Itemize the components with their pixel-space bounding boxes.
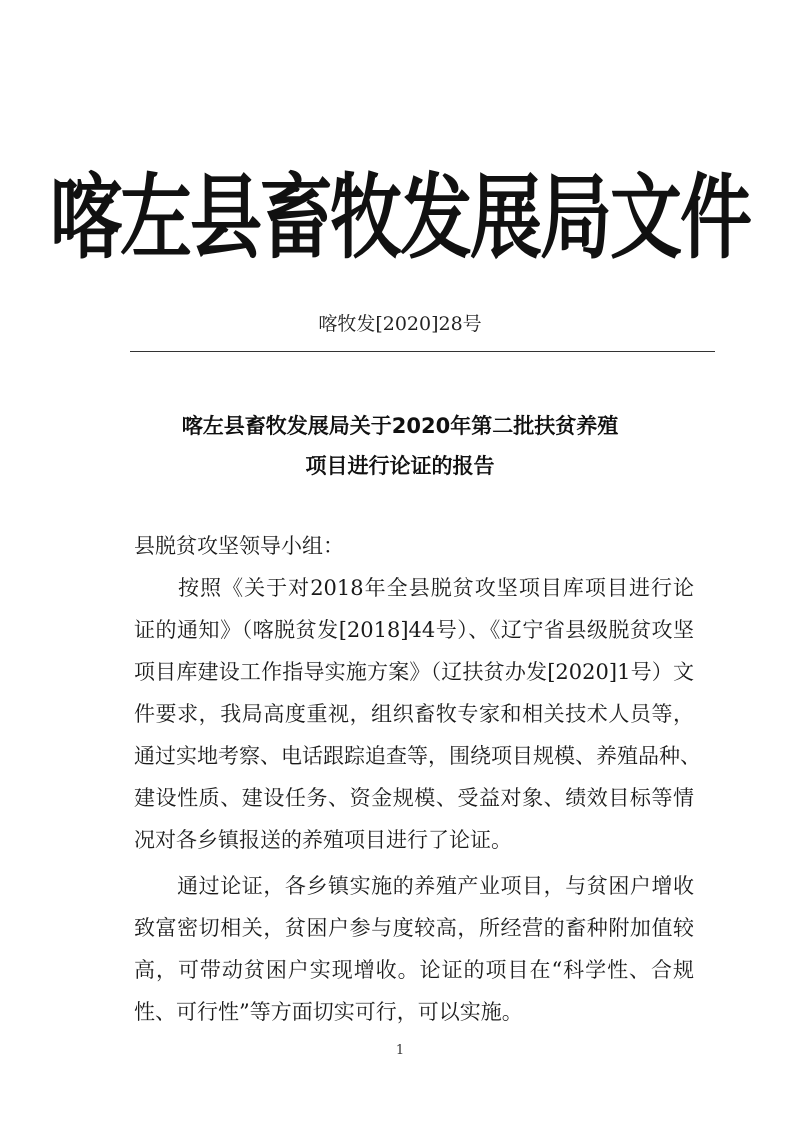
paragraph-line: 高，可带动贫困户实现增收。论证的项目在“科学性、合规 [134,958,694,982]
paragraph-line: 证的通知》（喀脱贫发[2018]44号）、《辽宁省县级脱贫攻坚 [134,618,694,642]
paragraph-line: 性、可行性”等方面切实可行，可以实施。 [134,1000,523,1024]
paragraph-line: 项目库建设工作指导实施方案》（辽扶贫办发[2020]1号）文 [134,660,694,684]
paragraph-line: 建设性质、建设任务、资金规模、受益对象、绩效目标等情 [134,786,694,810]
paragraph-2 [134,865,694,1033]
report-title-line-2: 项目进行论证的报告 [305,454,495,478]
paragraph-line: 通过论证，各乡镇实施的养殖产业项目，与贫困户增收 [134,874,694,898]
report-title [0,406,800,486]
paragraph-line: 况对各乡镇报送的养殖项目进行了论证。 [134,828,512,852]
paragraph-line: 通过实地考察、电话跟踪追查等，围绕项目规模、养殖品种、 [134,744,701,768]
salutation: 县脱贫攻坚领导小组： [134,534,344,558]
paragraph-1 [134,567,701,861]
header-divider [130,351,715,352]
document-header-title: 喀左县畜牧发展局文件 [49,163,750,272]
paragraph-line: 件要求，我局高度重视，组织畜牧专家和相关技术人员等， [134,702,694,726]
paragraph-line: 致富密切相关，贫困户参与度较高，所经营的畜种附加值较 [134,916,694,940]
page-number: 1 [395,1043,405,1058]
report-title-line-1: 喀左县畜牧发展局关于2020年第二批扶贫养殖 [181,414,619,438]
paragraph-line: 按照《关于对2018年全县脱贫攻坚项目库项目进行论 [134,576,694,600]
document-number: 喀牧发[2020]28号 [318,313,482,335]
report-body [134,525,701,1033]
